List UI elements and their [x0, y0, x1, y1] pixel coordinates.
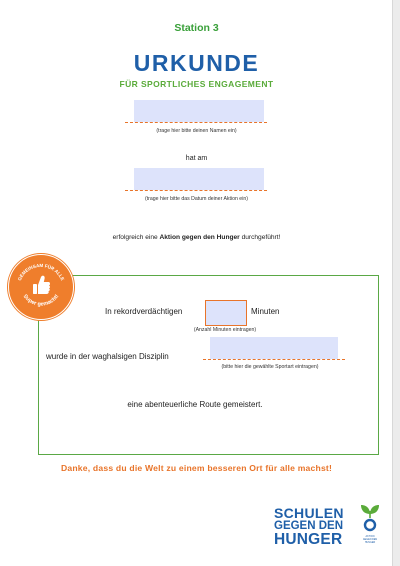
- date-hint: (trage hier bitte das Datum deiner Aktion ein): [145, 196, 248, 202]
- logo-line-2: GEGEN DEN: [274, 520, 344, 532]
- date-input-field[interactable]: [134, 168, 264, 190]
- action-line-prefix: erfolgreich eine: [112, 234, 160, 241]
- svg-text:AKTION: AKTION: [365, 535, 375, 538]
- minutes-prefix: In rekordverdächtigen: [105, 307, 183, 316]
- action-line-suffix: durchgeführt!: [239, 234, 281, 241]
- thanks-footer: Danke, dass du die Welt zu einem besseren Ort für alle machst!: [60, 463, 333, 473]
- svg-text:HUNGER: HUNGER: [364, 541, 376, 544]
- minutes-suffix: Minuten: [251, 307, 280, 316]
- discipline-hint: (bitte hier die gewählte Sportart eintragen): [221, 364, 319, 370]
- discipline-underline: [203, 359, 345, 360]
- svg-text:GEGEN DEN: GEGEN DEN: [362, 538, 378, 541]
- action-line-bold: Aktion gegen den Hunger: [159, 234, 240, 241]
- route-text: eine abenteuerliche Route gemeistert.: [127, 400, 263, 409]
- minutes-hint: (Anzahl Minuten eintragen): [193, 327, 257, 333]
- hat-am-label: hat am: [185, 155, 208, 162]
- thumbs-up-icon: [33, 276, 50, 294]
- page-edge: [392, 0, 400, 566]
- badge-top-text: GEMEINSAM FÜR ALLE: [16, 262, 66, 282]
- badge-graphic: [9, 255, 73, 319]
- date-underline: [125, 190, 267, 191]
- action-line: [40, 234, 353, 241]
- name-hint: (trage hier bitte deinen Namen ein): [156, 128, 237, 134]
- logo-line-3: HUNGER: [274, 531, 343, 548]
- certificate-subtitle: FÜR SPORTLICHES ENGAGEMENT: [119, 79, 274, 89]
- discipline-input-field[interactable]: [210, 337, 338, 359]
- name-underline: [125, 122, 267, 123]
- station-label: Station 3: [174, 22, 219, 34]
- certificate-title: URKUNDE: [133, 50, 260, 76]
- badge-bottom-text: Super gemacht!: [21, 293, 61, 308]
- schulen-gegen-den-hunger-logo: [274, 507, 364, 546]
- minutes-input-field[interactable]: [205, 300, 247, 326]
- logo-line-1: SCHULEN: [274, 505, 344, 521]
- discipline-prefix: wurde in der waghalsigen Disziplin: [46, 352, 169, 361]
- praise-badge: [8, 254, 74, 320]
- name-input-field[interactable]: [134, 100, 264, 122]
- sprout-icon: [358, 504, 382, 552]
